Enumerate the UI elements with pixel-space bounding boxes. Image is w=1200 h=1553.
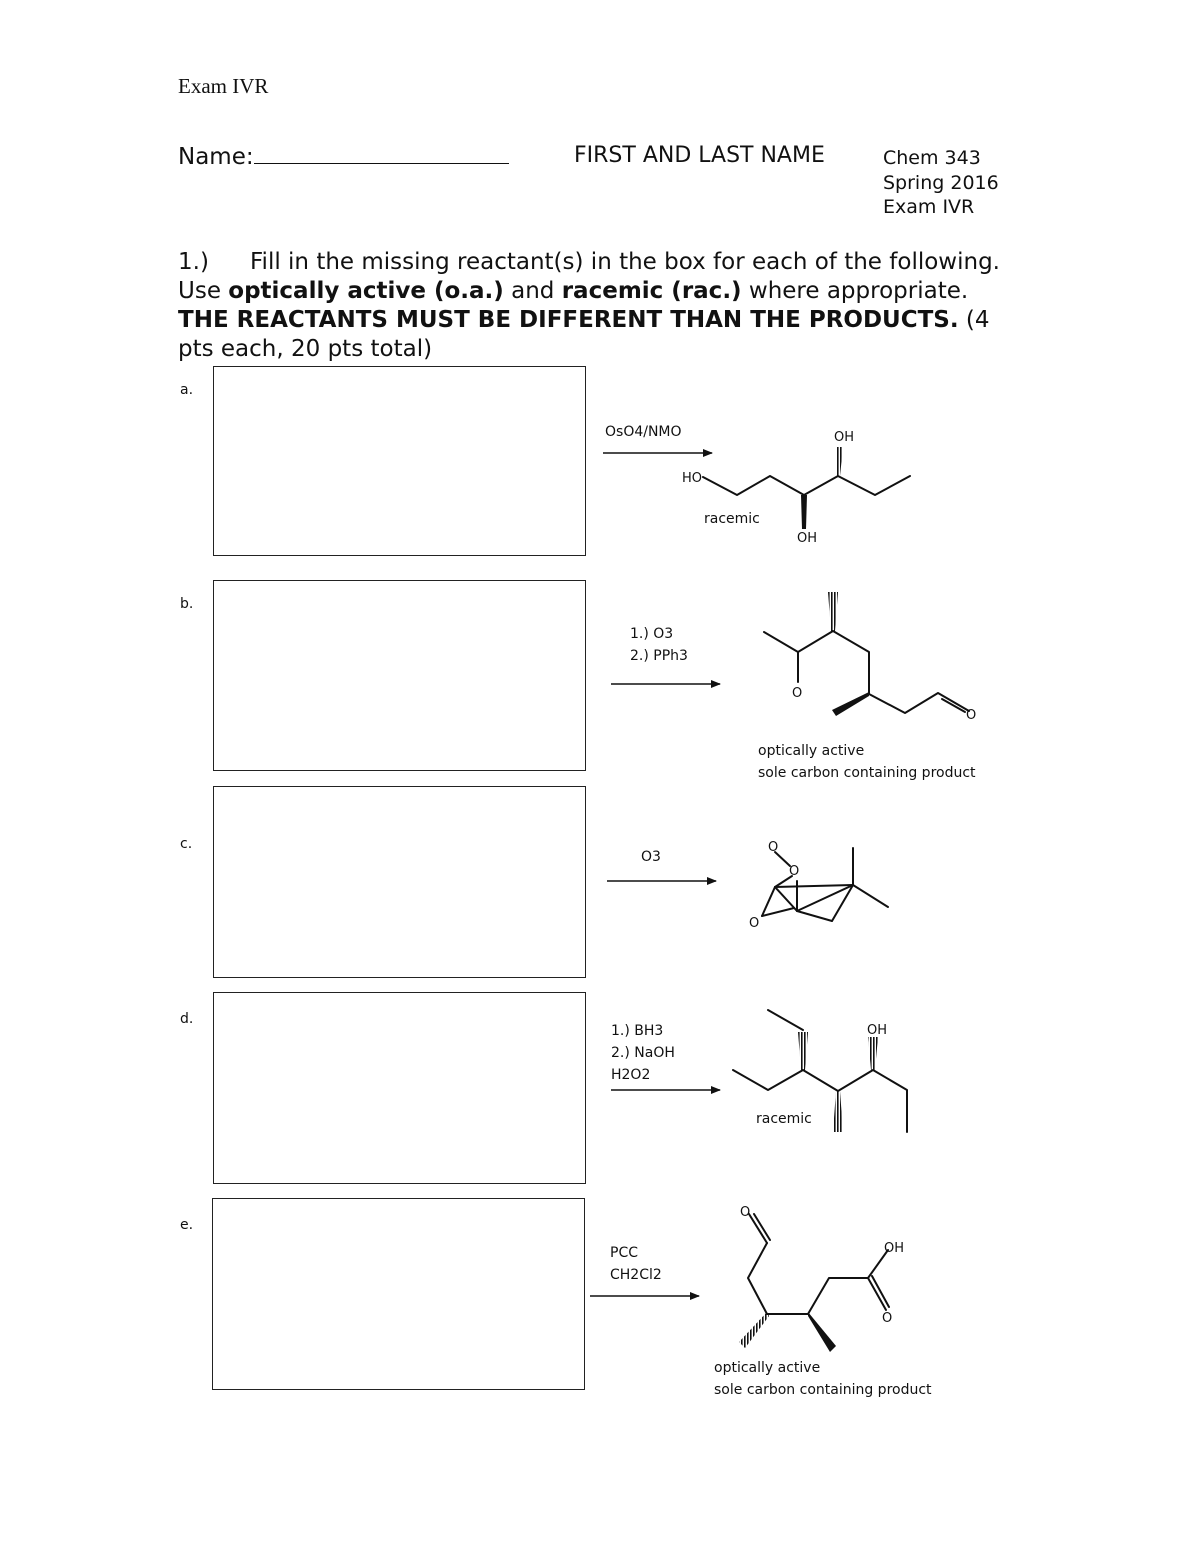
reagent-line: 2.) NaOH [611,1045,675,1061]
note-line: sole carbon containing product [758,765,976,781]
atom-label: O [882,1311,893,1326]
name-label: Name: [178,144,254,170]
question-text: where appropriate. [741,278,969,304]
part-c-label: c. [180,836,193,852]
part-e-label: e. [180,1217,194,1233]
product-structure-c [762,848,888,921]
question-text: (4 pts each, 20 pts total) [178,307,990,362]
atom-label: O [966,708,977,723]
note-line: sole carbon containing product [714,1382,932,1398]
reagent-line: 2.) PPh3 [630,648,688,664]
atom-label: HO [682,471,703,486]
question-bold-text: racemic (rac.) [561,278,742,304]
course-line: Exam IVR [883,196,975,218]
atom-label: OH [834,430,855,445]
question-number: 1.) [178,249,209,275]
atom-label: O [789,864,800,879]
atom-label: O [768,840,779,855]
course-line: Chem 343 [883,147,981,169]
note-line: optically active [714,1360,821,1376]
reagent-line: PCC [610,1245,638,1261]
reagent-line: 1.) O3 [630,626,674,642]
part-a-label: a. [180,382,194,398]
atom-label: O [740,1205,751,1220]
atom-label: O [749,916,760,931]
product-structure-e [739,1214,889,1352]
course-line: Spring 2016 [883,171,999,194]
reagent-a: OsO4/NMO [605,424,682,440]
first-last-name-instruction: FIRST AND LAST NAME [574,143,825,168]
reagent-line: H2O2 [611,1067,651,1083]
question-bold-text: THE REACTANTS MUST BE DIFFERENT THAN THE PRODUCTS. [178,307,959,333]
reagent-line: 1.) BH3 [611,1023,664,1039]
question-text: Fill in the missing reactant(s) in the box for each of the following. Use [178,249,1000,304]
product-structure-a [703,447,910,529]
atom-label: O [792,686,803,701]
question-bold-text: optically active (o.a.) [228,278,504,304]
note-line: optically active [758,743,865,759]
note-a: racemic [704,511,760,527]
part-b-label: b. [180,596,194,612]
page-header-title: Exam IVR [178,74,269,98]
part-d-label: d. [180,1011,194,1027]
atom-label: OH [884,1241,905,1256]
reagent-c: O3 [641,849,661,865]
question-text: and [503,278,562,304]
atom-label: OH [797,531,818,546]
atom-label: OH [867,1023,888,1038]
reagent-line: CH2Cl2 [610,1267,662,1283]
note-d: racemic [756,1111,812,1127]
